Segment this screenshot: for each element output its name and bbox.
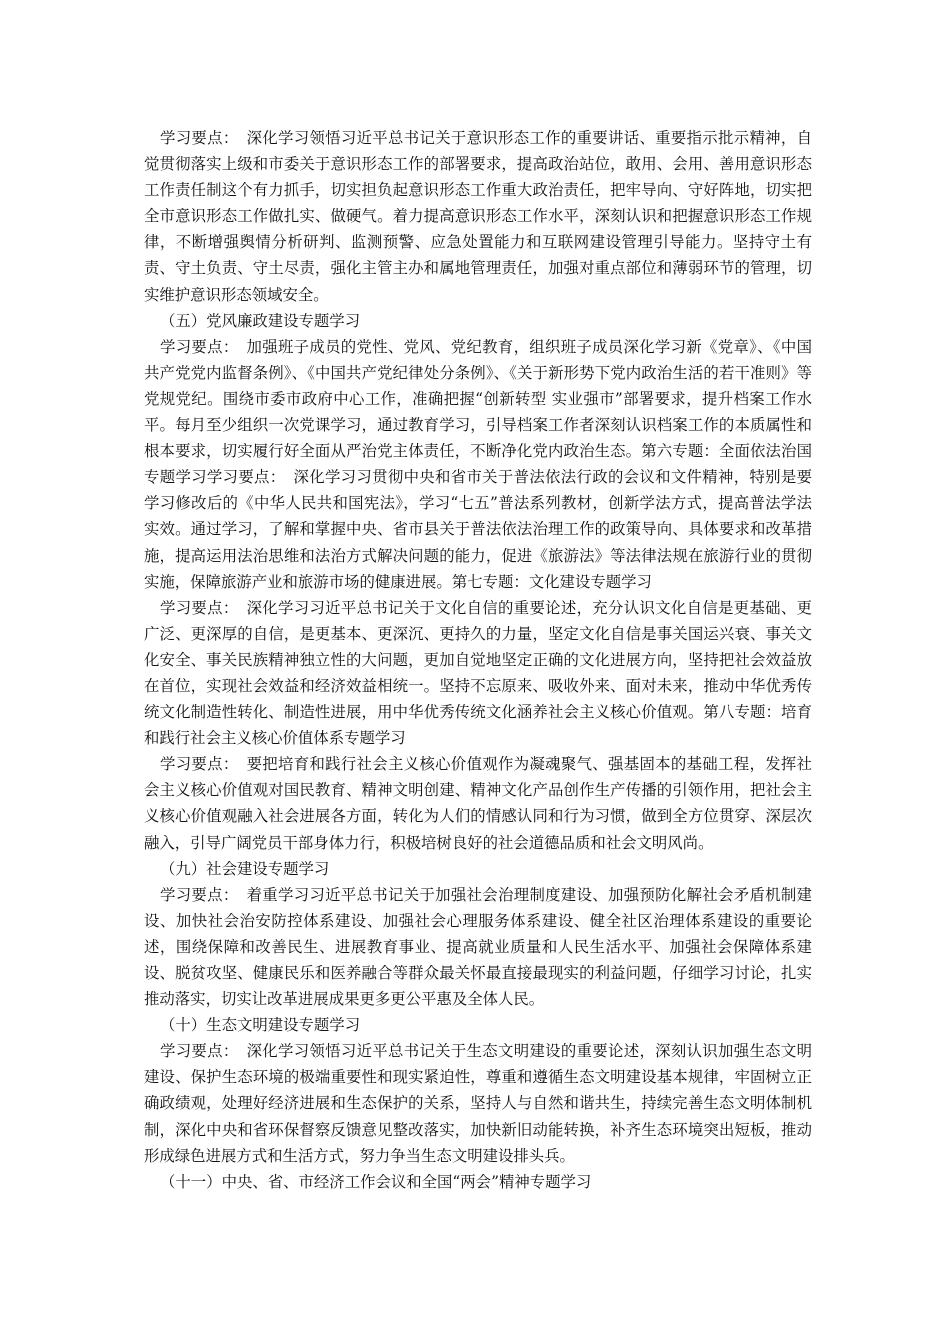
- paragraph-social-key-points: 学习要点： 着重学习习近平总书记关于加强社会治理制度建设、加强预防化解社会矛盾机制建设、加快社会治安防控体系建设、加强社会心理服务体系建设、健全社区治理体系建设的重要论述，围绕保障和改善民生、进展教育事业、提高就业质量和人民生活水平、加强社会保障体系建设、脱贫攻坚、健康民乐和医养融合等群众最关怀最直接最现实的利益问题，仔细学习讨论，扎实推动落实，切实让改革进展成果更多更公平惠及全体人民。: [144, 885, 812, 1009]
- heading-section-10: （十）生态文明建设专题学习: [160, 1016, 361, 1035]
- heading-section-9: （九）社会建设专题学习: [160, 859, 330, 878]
- document-body: [144, 125, 812, 1195]
- paragraph-ideology-key-points: 学习要点： 深化学习领悟习近平总书记关于意识形态工作的重要讲话、重要指示批示精神，自觉贯彻落实上级和市委关于意识形态工作的部署要求，提高政治站位，敢用、会用、善用意识形态工作责任制这个有力抓手，切实担负起意识形态工作重大政治责任，把牢导向、守好阵地，切实把全市意识形态工作做扎实、做硬气。着力提高意识形态工作水平，深刻认识和把握意识形态工作规律，不断增强舆情分析研判、监测预警、应急处置能力和互联网建设管理引导能力。坚持守土有责、守土负责、守土尽责，强化主管主办和属地管理责任，加强对重点部位和薄弱环节的管理，切实维护意识形态领域安全。: [144, 129, 812, 304]
- heading-section-5: （五）党风廉政建设专题学习: [160, 311, 361, 330]
- paragraph-ecology-key-points: 学习要点： 深化学习领悟习近平总书记关于生态文明建设的重要论述，深刻认识加强生态文明建设、保护生态环境的极端重要性和现实紧迫性，尊重和遵循生态文明建设基本规律，牢固树立正确政绩观，处理好经济进展和生态保护的关系，坚持人与自然和谐共生，持续完善生态文明体制机制，深化中央和省环保督察反馈意见整改落实，加快新旧动能转换，补齐生态环境突出短板，推动形成绿色进展方式和生活方式，努力争当生态文明建设排头兵。: [144, 1042, 812, 1165]
- paragraph-culture-key-points: 学习要点： 深化学习习近平总书记关于文化自信的重要论述，充分认识文化自信是更基础、更广泛、更深厚的自信，是更基本、更深沉、更持久的力量，坚定文化自信是事关国运兴衰、事关文化安全、事关民族精神独立性的大问题，更加自觉地坚定正确的文化进展方向，坚持把社会效益放在首位，实现社会效益和经济效益相统一。坚持不忘原来、吸收外来、面对未来，推动中华优秀传统文化制造性转化、制造性进展，用中华优秀传统文化涵养社会主义核心价值观。第八专题：培育和践行社会主义核心价值体系专题学习: [144, 598, 812, 748]
- paragraph-core-values-key-points: 学习要点： 要把培育和践行社会主义核心价值观作为凝魂聚气、强基固本的基础工程，发挥社会主义核心价值观对国民教育、精神文明创建、精神文化产品创作生产传播的引领作用，把社会主义核心价值观融入社会进展各方面，转化为人们的情感认同和行为习惯，做到全方位贯穿、深层次融入，引导广阔党员干部身体力行，积极培树良好的社会道德品质和社会文明风尚。: [144, 755, 812, 852]
- heading-section-11: （十一）中央、省、市经济工作会议和全国“两会”精神专题学习: [160, 1172, 592, 1191]
- paragraph-integrity-key-points: 学习要点： 加强班子成员的党性、党风、党纪教育，组织班子成员深化学习新《党章》、《中国共产党党内监督条例》、《中国共产党纪律处分条例》、《关于新形势下党内政治生活的若干准则》等党规党纪。围绕市委市政府中心工作，准确把握“创新转型 实业强市”部署要求，提升档案工作水平。每月至少组织一次党课学习，通过教育学习，引导档案工作者深刻认识档案工作的本质属性和根本要求，切实履行好全面从严治党主体责任，不断净化党内政治生态。第六专题：全面依法治国专题学习学习要点： 深化学习习贯彻中央和省市关于普法依法行政的会议和文件精神，特别是要学习修改后的《中华人民共和国宪法》，学习“七五”普法系列教材，创新学法方式，提高普法学法实效。通过学习，了解和掌握中央、省市县关于普法依法治理工作的政策导向、具体要求和改革措施，提高运用法治思维和法治方式解决问题的能力，促进《旅游法》等法律法规在旅游行业的贯彻实施，保障旅游产业和旅游市场的健康进展。第七专题：文化建设专题学习: [144, 337, 812, 591]
